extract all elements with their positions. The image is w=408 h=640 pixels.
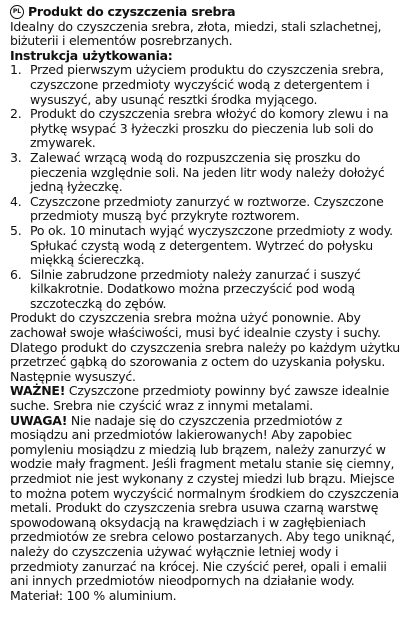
step-text: Przed pierwszym użyciem produktu do czyszczenia srebra, czyszczone przedmioty wyczyścić wodą z detergentem i wysuszyć, aby usunąć resztki środka myjącego. [30,62,384,107]
important-label: WAŻNE! [10,383,66,399]
document-title-line [10,5,402,20]
language-badge-icon: PL [10,5,24,19]
intro-paragraph: Idealny do czyszczenia srebra, złota, miedzi, stali szlachetnej, biżuterii i elementów posrebrzanych. [10,18,382,49]
step-text: Czyszczone przedmioty zanurzyć w roztworze. Czyszczone przedmioty muszą być przykryte roztworem. [30,193,384,224]
instruction-steps-list [10,63,402,311]
instruction-step [10,63,402,107]
instruction-step [10,195,402,224]
instruction-step [10,224,402,268]
instruction-step [10,268,402,312]
reuse-paragraph: Produkt do czyszczenia srebra można użyć ponownie. Aby zachował swoje właściwości, musi być idealnie czysty i suchy. Dlatego produkt do czyszczenia srebra należy po każdym użytku przetrzeć gąbką do szorowania z octem do uzyskania połysku. Następnie wysuszyć. [10,310,400,384]
important-paragraph [10,384,402,413]
instruction-step [10,151,402,195]
material-line: Materiał: 100 % aluminium. [10,587,177,603]
warning-text: Nie nadaje się do czyszczenia przedmiotów z mosiądzu ani przedmiotów lakierowanych! Aby zapobiec pomyleniu mosiądzu z miedzią lub brązem, należy zanurzyć w wodzie mały fragment. Jeśli fragment metalu stanie się ciemny, przedmiot nie jest wykonany z czystej miedzi lub brązu. Miejsce to można potem wyczyścić normalnym środkiem do czyszczenia metali. Produkt do czyszczenia srebra usuwa czarną warstwę spowodowaną oksydacją na krawędziach i w zagłębieniach przedmiotów ze srebra celowo postarzanych. Aby tego uniknąć, należy do czyszczenia używać wyłącznie letniej wody i przedmioty zanurzać na krócej. Nie czyścić pereł, opali i emalii ani innych przedmiotów nieodpornych na działanie wody. [10,412,399,589]
step-text: Produkt do czyszczenia srebra włożyć do komory zlewu i na płytkę wsypać 3 łyżeczki proszku do pieczenia lub soli do zmywarek. [30,106,389,151]
warning-label: UWAGA! [10,412,68,428]
step-text: Po ok. 10 minutach wyjąć wyczyszczone przedmioty z wody. Spłukać czystą wodą z detergentem. Wytrzeć do połysku miękką ściereczką. [30,222,393,268]
step-number: 6. [10,266,22,282]
step-number: 4. [10,193,22,209]
step-text: Zalewać wrzącą wodą do rozpuszczenia się proszku do pieczenia względnie soli. Na jeden litr wody należy dołożyć jedną łyżeczkę. [30,149,385,195]
instruction-step [10,107,402,151]
step-number: 1. [10,62,22,78]
step-number: 5. [10,222,22,238]
document-title: Produkt do czyszczenia srebra [28,4,236,19]
instructions-heading: Instrukcja użytkowania: [10,47,173,63]
step-number: 3. [10,149,22,165]
step-text: Silnie zabrudzone przedmioty należy zanurzać i suszyć kilkakrotnie. Dodatkowo można przeczyścić pod wodą szczoteczką do zębów. [30,266,361,311]
step-number: 2. [10,106,22,122]
important-text: Czyszczone przedmioty powinny być zawsze idealnie suche. Srebra nie czyścić wraz z innymi metalami. [10,383,390,414]
warning-paragraph [10,414,402,589]
